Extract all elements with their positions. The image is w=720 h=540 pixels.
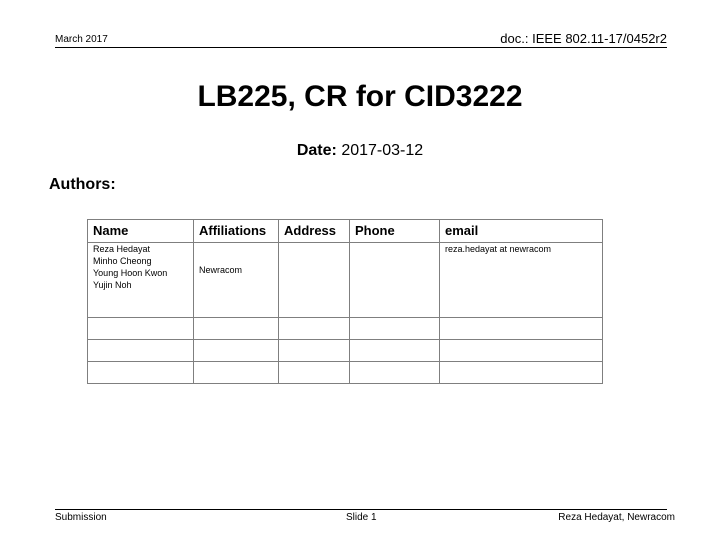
table-row — [88, 318, 603, 340]
col-header-address: Address — [279, 220, 350, 243]
empty-cell — [194, 340, 279, 362]
empty-cell — [440, 340, 603, 362]
empty-cell — [440, 362, 603, 384]
author-name: Minho Cheong — [93, 256, 152, 266]
empty-cell — [350, 318, 440, 340]
author-name: Yujin Noh — [93, 280, 132, 290]
table-header-row — [88, 220, 603, 243]
footer-author: Reza Hedayat, Newracom — [558, 512, 675, 523]
empty-cell — [279, 318, 350, 340]
header-doc-id: doc.: IEEE 802.11-17/0452r2 — [500, 31, 667, 46]
cell-address — [279, 243, 350, 318]
header-rule — [55, 47, 667, 48]
date-value: 2017-03-12 — [341, 142, 424, 159]
col-header-name: Name — [88, 220, 194, 243]
footer-rule — [55, 509, 667, 510]
cell-email: reza.hedayat at newracom — [440, 243, 603, 318]
header-date: March 2017 — [55, 34, 108, 45]
empty-cell — [279, 362, 350, 384]
footer-slide-number: Slide 1 — [346, 512, 377, 523]
table-row — [88, 340, 603, 362]
empty-cell — [88, 362, 194, 384]
empty-cell — [88, 340, 194, 362]
date-line — [0, 142, 720, 160]
empty-cell — [440, 318, 603, 340]
table-row — [88, 362, 603, 384]
author-name: Reza Hedayat — [93, 244, 151, 254]
cell-affiliation: Newracom — [194, 243, 279, 318]
authors-label: Authors: — [49, 176, 116, 193]
empty-cell — [194, 362, 279, 384]
empty-cell — [350, 340, 440, 362]
cell-names — [88, 243, 194, 318]
footer-submission: Submission — [55, 512, 107, 523]
author-name: Young Hoon Kwon — [93, 268, 168, 278]
col-header-email: email — [440, 220, 603, 243]
empty-cell — [194, 318, 279, 340]
empty-cell — [350, 362, 440, 384]
empty-cell — [88, 318, 194, 340]
authors-table — [87, 219, 603, 384]
slide-title: LB225, CR for CID3222 — [197, 80, 523, 113]
table-row — [88, 243, 603, 318]
date-label: Date: — [296, 142, 337, 159]
col-header-phone: Phone — [350, 220, 440, 243]
cell-phone — [350, 243, 440, 318]
empty-cell — [279, 340, 350, 362]
col-header-affiliations: Affiliations — [194, 220, 279, 243]
